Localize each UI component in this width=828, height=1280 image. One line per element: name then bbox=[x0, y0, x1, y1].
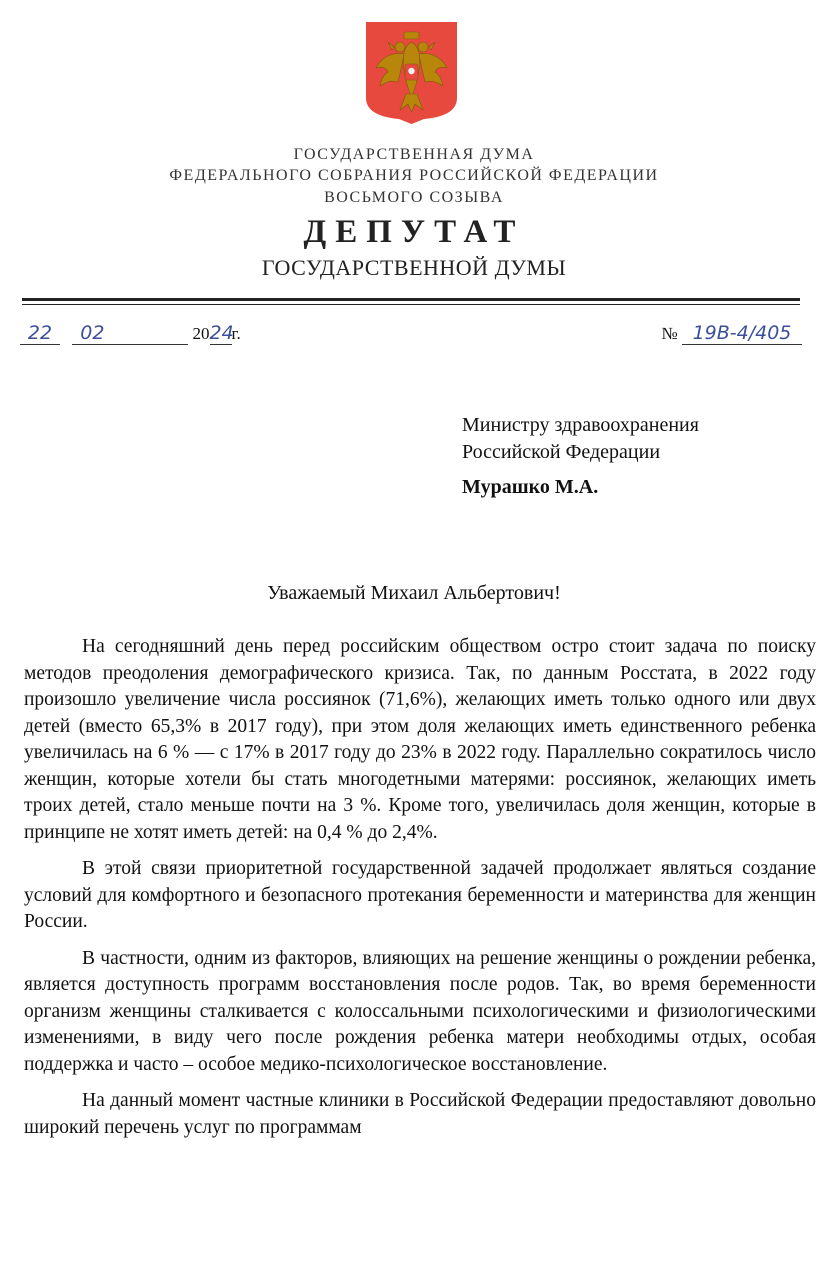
letterhead-divider-thick bbox=[22, 298, 800, 301]
body-paragraph: В этой связи приоритетной государственной задачей продолжает являться создание условий для комфортного и безопасного протекания беременности и материнства для женщин России. bbox=[24, 858, 816, 932]
addressee-name: Мурашко М.А. bbox=[462, 476, 599, 498]
document-number: 19В-4/405 bbox=[682, 322, 802, 345]
salutation: Уважаемый Михаил Альбертович! bbox=[267, 582, 561, 604]
body-paragraph: На данный момент частные клиники в Российской Федерации предоставляют довольно широкий перечень услуг по программам bbox=[24, 1090, 816, 1138]
addressee-block bbox=[462, 412, 699, 466]
header-line-duma: ГОСУДАРСТВЕННАЯ ДУМА bbox=[293, 146, 535, 163]
addressee-country: Российской Федерации bbox=[462, 441, 661, 463]
letterhead-title: ДЕПУТАТ bbox=[303, 214, 525, 250]
header-line-federal-assembly: ФЕДЕРАЛЬНОГО СОБРАНИЯ РОССИЙСКОЙ ФЕДЕРАЦИИ bbox=[169, 167, 659, 184]
addressee-position: Министру здравоохранения bbox=[462, 414, 699, 436]
letterhead-subtitle: ГОСУДАРСТВЕННОЙ ДУМЫ bbox=[261, 255, 567, 280]
letterhead-divider-thin bbox=[22, 304, 800, 305]
letter-body bbox=[24, 634, 816, 1151]
date-year-suffix: 24 bbox=[209, 322, 234, 344]
date-line bbox=[20, 322, 241, 345]
date-year-prefix: 20 bbox=[192, 324, 210, 343]
date-year-unit: г. bbox=[231, 324, 241, 343]
date-day: 22 bbox=[20, 322, 60, 345]
body-paragraph: На сегодняшний день перед российским обществом остро стоит задача по поиску методов преодоления демографического кризиса. Так, по данным Росстата, в 2022 году произошло увеличение числа россиянок (71,6%), желающих иметь только одного или двух детей (вместо 65,3% в 2017 году), при этом доля желающих иметь единственного ребенка увеличилась на 6 % — с 17% в 2017 году до 23% в 2022 году. Параллельно сократилось число женщин, которые хотели бы стать многодетными матерями: россиянок, желающих иметь троих детей, стало меньше почти на 3 %. Кроме того, увеличилась доля женщин, которые в принципе не хотят иметь детей: на 0,4 % до 2,4%. bbox=[24, 636, 816, 843]
coat-of-arms-emblem bbox=[364, 20, 459, 125]
date-month: 02 bbox=[72, 322, 188, 345]
header-line-convocation: ВОСЬМОГО СОЗЫВА bbox=[324, 189, 504, 206]
body-paragraph: В частности, одним из факторов, влияющих на решение женщины о рождении ребенка, является доступность программ восстановления после родов. Так, во время беременности организм женщины сталкивается с колоссальными психологическими и физиологическими изменениями, в виду чего после рождения ребенка матери необходимы отдых, особая поддержка и часто – особое медико-психологическое восстановление. bbox=[24, 947, 816, 1075]
document-number-line bbox=[662, 322, 802, 345]
number-label: № bbox=[661, 324, 678, 343]
